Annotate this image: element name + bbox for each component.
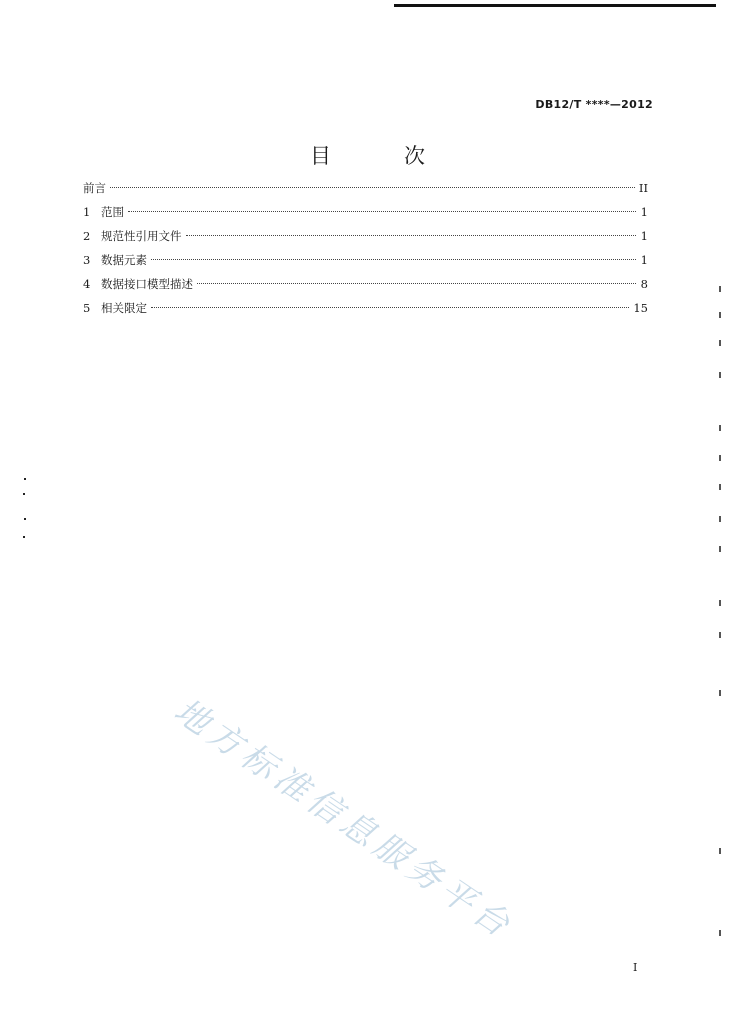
scan-speck <box>24 518 26 520</box>
scan-edge-mark <box>719 425 721 431</box>
document-code: DB12/T ****—2012 <box>535 98 653 111</box>
toc-entry-normative-references[interactable] <box>83 224 648 248</box>
scan-edge-mark <box>719 930 721 936</box>
scan-edge-mark <box>719 484 721 490</box>
toc-entry-label: 相关限定 <box>101 301 147 315</box>
toc-leader-dots <box>128 210 636 212</box>
scan-edge-mark <box>719 546 721 552</box>
scan-edge-mark <box>719 286 721 292</box>
toc-entry-page: 1 <box>640 229 648 243</box>
page-number: I <box>633 961 638 974</box>
toc-entry-number: 3 <box>83 253 91 267</box>
scan-speck <box>24 478 26 480</box>
toc-entry-scope[interactable] <box>83 200 648 224</box>
toc-entry-page: II <box>638 181 648 195</box>
toc-entry-foreword[interactable] <box>83 176 648 200</box>
toc-entry-interface-model[interactable] <box>83 272 648 296</box>
scan-speck <box>23 493 25 495</box>
toc-entry-data-elements[interactable] <box>83 248 648 272</box>
scan-edge-mark <box>719 340 721 346</box>
toc-entry-label: 规范性引用文件 <box>101 229 182 243</box>
toc-title-char-1: 目 <box>310 144 331 168</box>
toc-entry-number: 5 <box>83 301 91 315</box>
scan-edge-mark <box>719 632 721 638</box>
toc-entry-label: 数据接口模型描述 <box>101 277 193 291</box>
scan-edge-mark <box>719 848 721 854</box>
toc-leader-dots <box>151 258 636 260</box>
toc-entry-page: 1 <box>640 253 648 267</box>
toc-entry-label: 范围 <box>101 205 124 219</box>
toc-entry-page: 8 <box>640 277 648 291</box>
scan-edge-mark <box>719 600 721 606</box>
toc-leader-dots <box>197 282 636 284</box>
toc-leader-dots <box>151 306 629 308</box>
scan-edge-mark <box>719 690 721 696</box>
table-of-contents <box>83 176 648 320</box>
scan-edge-mark <box>719 455 721 461</box>
scan-edge-mark <box>719 372 721 378</box>
watermark: 地方标准信息服务平台 <box>166 690 521 948</box>
toc-entry-number: 1 <box>83 205 91 219</box>
scan-edge-mark <box>719 516 721 522</box>
scan-edge-mark <box>719 312 721 318</box>
scan-speck <box>23 536 25 538</box>
toc-leader-dots <box>110 186 635 188</box>
toc-entry-label: 数据元素 <box>101 253 147 267</box>
toc-leader-dots <box>186 234 637 236</box>
toc-entry-related-limits[interactable] <box>83 296 648 320</box>
toc-entry-label: 前言 <box>83 181 106 195</box>
toc-entry-page: 15 <box>633 301 648 315</box>
toc-entry-page: 1 <box>640 205 648 219</box>
toc-title-char-2: 次 <box>404 144 425 168</box>
toc-entry-number: 4 <box>83 277 91 291</box>
header-rule <box>394 4 716 7</box>
toc-entry-number: 2 <box>83 229 91 243</box>
